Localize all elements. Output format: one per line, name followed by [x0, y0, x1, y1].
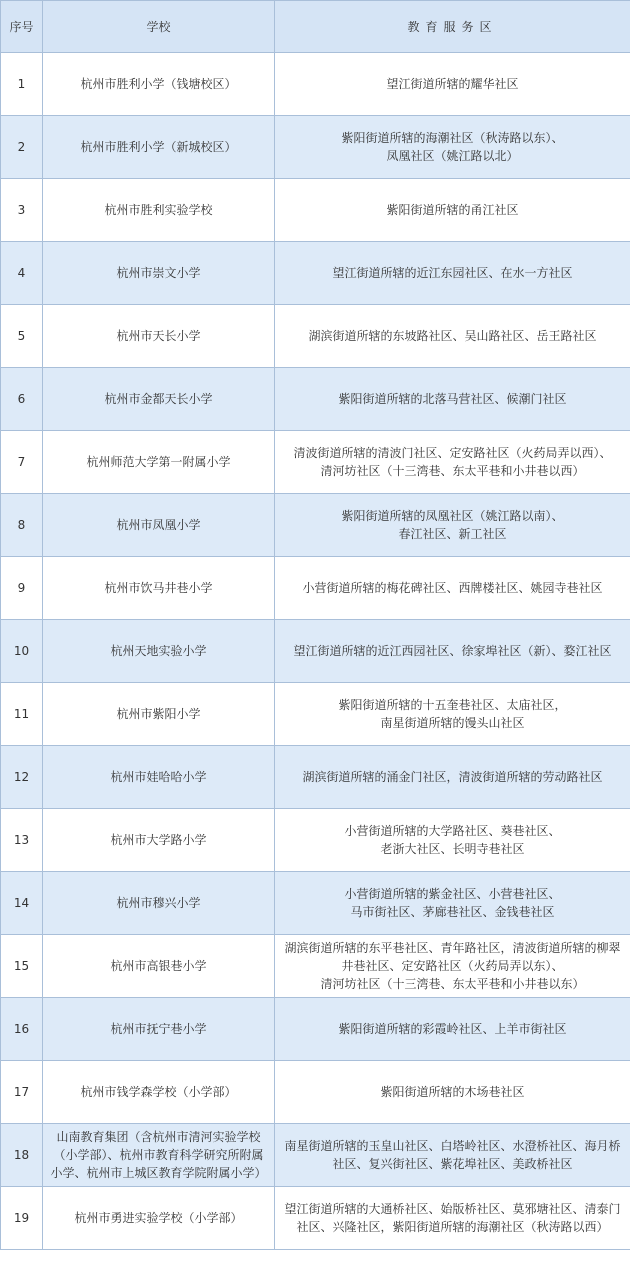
school-name-line: 杭州天地实验小学 — [110, 644, 207, 658]
service-area — [275, 431, 630, 494]
school-name-line: 杭州市娃哈哈小学 — [110, 770, 207, 784]
row-number: 4 — [1, 242, 43, 305]
service-area-line: 紫阳街道所辖的十五奎巷社区、太庙社区， — [338, 698, 567, 712]
row-number: 3 — [1, 179, 43, 242]
header-number: 序号 — [1, 1, 43, 53]
row-number: 16 — [1, 998, 43, 1061]
service-area — [275, 1187, 630, 1250]
service-area — [275, 179, 630, 242]
school-name — [43, 620, 275, 683]
service-area-line: 紫阳街道所辖的甬江社区 — [386, 203, 519, 217]
row-number: 12 — [1, 746, 43, 809]
service-area-line: 小营街道所辖的大学路社区、葵巷社区、 — [344, 824, 561, 838]
table-body — [1, 53, 630, 1250]
service-area-line: 井巷社区、定安路社区（火药局弄以东）、 — [341, 959, 564, 973]
table-header-row — [1, 1, 630, 53]
service-area-line: 望江街道所辖的耀华社区 — [386, 77, 519, 91]
school-name — [43, 242, 275, 305]
table-row — [1, 809, 630, 872]
service-area — [275, 1124, 630, 1187]
school-name — [43, 935, 275, 998]
row-number: 18 — [1, 1124, 43, 1187]
row-number: 17 — [1, 1061, 43, 1124]
header-school: 学校 — [43, 1, 275, 53]
header-service-area: 教育服务区 — [275, 1, 630, 53]
school-name — [43, 557, 275, 620]
service-area — [275, 683, 630, 746]
service-area-line: 紫阳街道所辖的彩霞岭社区、上羊市街社区 — [338, 1022, 567, 1036]
service-area-line: 望江街道所辖的近江东园社区、在水一方社区 — [332, 266, 573, 280]
service-area-line: 清波街道所辖的清波门社区、定安路社区（火药局弄以西）、 — [293, 446, 612, 460]
school-name — [43, 1061, 275, 1124]
school-name-line: 杭州市穆兴小学 — [116, 896, 201, 910]
service-area — [275, 998, 630, 1061]
service-area-line: 春江社区、新工社区 — [398, 527, 507, 541]
row-number: 7 — [1, 431, 43, 494]
row-number: 2 — [1, 116, 43, 179]
school-name-line: 杭州市抚宁巷小学 — [110, 1022, 207, 1036]
service-area-line: 紫阳街道所辖的凤凰社区（姚江路以南）、 — [341, 509, 564, 523]
school-name-line: （小学部）、杭州市教育科学研究所附属 — [53, 1148, 264, 1162]
service-area — [275, 368, 630, 431]
service-area-line: 望江街道所辖的大通桥社区、始版桥社区、莫邪塘社区、清泰门 — [284, 1202, 621, 1216]
service-area — [275, 620, 630, 683]
school-name — [43, 179, 275, 242]
service-area-line: 清河坊社区（十三湾巷、东太平巷和小井巷以东） — [320, 977, 585, 991]
service-area — [275, 935, 630, 998]
row-number: 6 — [1, 368, 43, 431]
table-row — [1, 431, 630, 494]
table-row — [1, 620, 630, 683]
row-number: 10 — [1, 620, 43, 683]
service-area — [275, 872, 630, 935]
school-name-line: 小学、杭州市上城区教育学院附属小学） — [50, 1166, 267, 1180]
school-name-line: 杭州市凤凰小学 — [116, 518, 201, 532]
school-name — [43, 1124, 275, 1187]
row-number: 19 — [1, 1187, 43, 1250]
row-number: 5 — [1, 305, 43, 368]
service-area-line: 社区、兴隆社区，紫阳街道所辖的海潮社区（秋涛路以西） — [296, 1220, 609, 1234]
table-row — [1, 116, 630, 179]
school-name-line: 杭州市金都天长小学 — [104, 392, 213, 406]
table-row — [1, 305, 630, 368]
service-area-line: 小营街道所辖的紫金社区、小营巷社区、 — [344, 887, 561, 901]
service-area — [275, 305, 630, 368]
service-area — [275, 1061, 630, 1124]
school-name-line: 杭州市勇进实验学校（小学部） — [74, 1211, 243, 1225]
service-area — [275, 494, 630, 557]
table-row — [1, 53, 630, 116]
school-name — [43, 368, 275, 431]
service-area-line: 马市街社区、茅廊巷社区、金钱巷社区 — [350, 905, 555, 919]
service-area — [275, 809, 630, 872]
table-row — [1, 1187, 630, 1250]
school-name-line: 山南教育集团（含杭州市清河实验学校 — [56, 1130, 261, 1144]
service-area-line: 凤凰社区（姚江路以北） — [386, 149, 519, 163]
school-name-line: 杭州师范大学第一附属小学 — [86, 455, 231, 469]
service-area-line: 紫阳街道所辖的海潮社区（秋涛路以东）、 — [341, 131, 564, 145]
school-name-line: 杭州市崇文小学 — [116, 266, 201, 280]
service-area-line: 紫阳街道所辖的北落马营社区、候潮门社区 — [338, 392, 567, 406]
school-name-line: 杭州市紫阳小学 — [116, 707, 201, 721]
school-name — [43, 683, 275, 746]
service-area — [275, 116, 630, 179]
row-number: 15 — [1, 935, 43, 998]
row-number: 11 — [1, 683, 43, 746]
service-area-line: 老浙大社区、长明寺巷社区 — [380, 842, 525, 856]
school-name — [43, 431, 275, 494]
service-area-line: 紫阳街道所辖的木场巷社区 — [380, 1085, 525, 1099]
school-name — [43, 998, 275, 1061]
school-name — [43, 305, 275, 368]
school-name — [43, 53, 275, 116]
table-row — [1, 242, 630, 305]
table-row — [1, 179, 630, 242]
service-area-line: 南星街道所辖的玉皇山社区、白塔岭社区、水澄桥社区、海月桥 — [284, 1139, 621, 1153]
service-area-line: 南星街道所辖的馒头山社区 — [380, 716, 525, 730]
service-area — [275, 557, 630, 620]
school-name — [43, 746, 275, 809]
row-number: 9 — [1, 557, 43, 620]
service-area-line: 社区、复兴街社区、紫花埠社区、美政桥社区 — [332, 1157, 573, 1171]
school-name-line: 杭州市饮马井巷小学 — [104, 581, 213, 595]
school-name — [43, 872, 275, 935]
table-row — [1, 935, 630, 998]
table-row — [1, 557, 630, 620]
service-area-line: 湖滨街道所辖的东坡路社区、吴山路社区、岳王路社区 — [308, 329, 597, 343]
service-area-line: 湖滨街道所辖的涌金门社区，清波街道所辖的劳动路社区 — [302, 770, 603, 784]
row-number: 13 — [1, 809, 43, 872]
school-name-line: 杭州市天长小学 — [116, 329, 201, 343]
service-area-line: 小营街道所辖的梅花碑社区、西牌楼社区、姚园寺巷社区 — [302, 581, 603, 595]
school-name — [43, 809, 275, 872]
service-area — [275, 242, 630, 305]
table-row — [1, 1124, 630, 1187]
row-number: 8 — [1, 494, 43, 557]
school-name-line: 杭州市钱学森学校（小学部） — [80, 1085, 237, 1099]
school-name-line: 杭州市高银巷小学 — [110, 959, 207, 973]
table-row — [1, 494, 630, 557]
school-name-line: 杭州市胜利小学（新城校区） — [80, 140, 237, 154]
table-row — [1, 368, 630, 431]
table-row — [1, 1061, 630, 1124]
row-number: 1 — [1, 53, 43, 116]
service-area-line: 望江街道所辖的近江西园社区、徐家埠社区（新）、婺江社区 — [293, 644, 612, 658]
school-name — [43, 1187, 275, 1250]
school-name-line: 杭州市大学路小学 — [110, 833, 207, 847]
school-name-line: 杭州市胜利实验学校 — [104, 203, 213, 217]
school-name — [43, 116, 275, 179]
service-area-line: 清河坊社区（十三湾巷、东太平巷和小井巷以西） — [320, 464, 585, 478]
school-name-line: 杭州市胜利小学（钱塘校区） — [80, 77, 237, 91]
table-row — [1, 746, 630, 809]
school-name — [43, 494, 275, 557]
service-area — [275, 746, 630, 809]
table-row — [1, 872, 630, 935]
row-number: 14 — [1, 872, 43, 935]
table-row — [1, 683, 630, 746]
table-row — [1, 998, 630, 1061]
service-area — [275, 53, 630, 116]
service-area-line: 湖滨街道所辖的东平巷社区、青年路社区，清波街道所辖的柳翠 — [284, 941, 621, 955]
